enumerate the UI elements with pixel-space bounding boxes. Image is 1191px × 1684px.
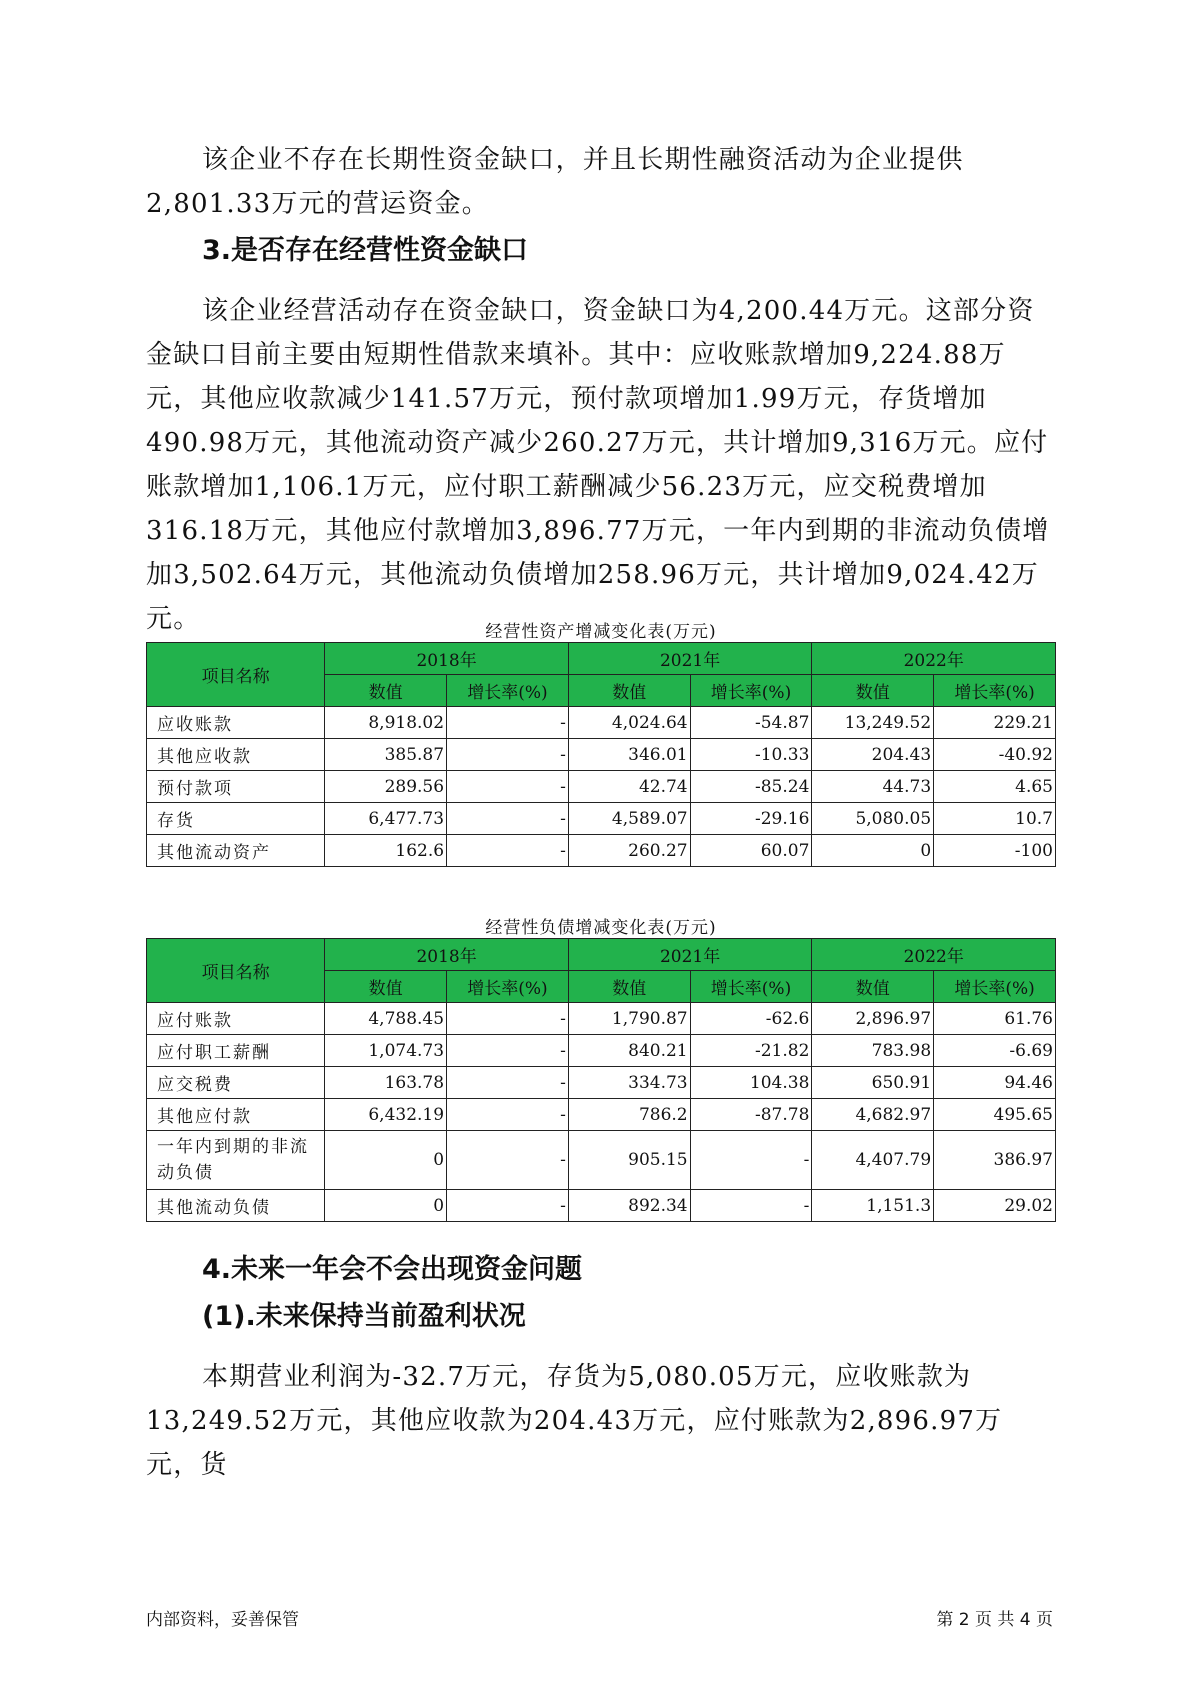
table-row bbox=[147, 1131, 1056, 1190]
table-row bbox=[147, 1099, 1056, 1131]
cell-value: 289.56 bbox=[325, 771, 447, 803]
cell-growth-rate: 495.65 bbox=[934, 1099, 1056, 1131]
cell-value: 0 bbox=[325, 1131, 447, 1190]
cell-value: 334.73 bbox=[568, 1067, 690, 1099]
cell-value: 5,080.05 bbox=[812, 803, 934, 835]
assets-table-caption: 经营性资产增减变化表(万元) bbox=[485, 622, 717, 642]
cell-value: 13,249.52 bbox=[812, 707, 934, 739]
cell-growth-rate: 10.7 bbox=[934, 803, 1056, 835]
cell-value: 44.73 bbox=[812, 771, 934, 803]
header-value: 数值 bbox=[568, 971, 690, 1003]
table-row bbox=[147, 771, 1056, 803]
header-value: 数值 bbox=[325, 675, 447, 707]
paragraph-operating-gap: 该企业经营活动存在资金缺口，资金缺口为4,200.44万元。这部分资金缺口目前主要由短期性借款来填补。其中：应收账款增加9,224.88万元，其他应收款减少141.57万元，预付款项增加1.99万元，存货增加490.98万元，其他流动资产减少260.27万元，共计增加9,316万元。应付账款增加1,106.1万元，应付职工薪酬减少56.23万元，应交税费增加316.18万元，其他应付款增加3,896.77万元，一年内到期的非流动负债增加3,502.64万元，其他流动负债增加258.96万元，共计增加9,024.42万元。 bbox=[146, 296, 1050, 634]
cell-growth-rate: -29.16 bbox=[690, 803, 812, 835]
header-growth: 增长率(%) bbox=[690, 971, 812, 1003]
assets-table bbox=[146, 642, 1056, 867]
table-row bbox=[147, 707, 1056, 739]
cell-growth-rate: -54.87 bbox=[690, 707, 812, 739]
table-row bbox=[147, 1003, 1056, 1035]
cell-growth-rate: - bbox=[447, 1067, 569, 1099]
header-year-2022: 2022年 bbox=[812, 643, 1056, 675]
row-item-name: 应收账款 bbox=[147, 707, 325, 739]
table-row bbox=[147, 739, 1056, 771]
cell-value: 163.78 bbox=[325, 1067, 447, 1099]
cell-value: 840.21 bbox=[568, 1035, 690, 1067]
header-year-2021: 2021年 bbox=[568, 643, 812, 675]
cell-growth-rate: - bbox=[447, 707, 569, 739]
cell-value: 1,151.3 bbox=[812, 1190, 934, 1222]
cell-growth-rate: - bbox=[447, 1003, 569, 1035]
header-growth: 增长率(%) bbox=[934, 675, 1056, 707]
cell-growth-rate: - bbox=[690, 1131, 812, 1190]
cell-growth-rate: 60.07 bbox=[690, 835, 812, 867]
table-row bbox=[147, 1067, 1056, 1099]
header-growth: 增长率(%) bbox=[934, 971, 1056, 1003]
cell-growth-rate: - bbox=[447, 1131, 569, 1190]
cell-value: 905.15 bbox=[568, 1131, 690, 1190]
table-row bbox=[147, 803, 1056, 835]
header-year-2018: 2018年 bbox=[325, 643, 569, 675]
heading-operating-gap: 3.是否存在经营性资金缺口 bbox=[202, 235, 529, 266]
footer-page-number: 第 2 页 共 4 页 bbox=[936, 1610, 1053, 1630]
cell-growth-rate: 4.65 bbox=[934, 771, 1056, 803]
cell-value: 42.74 bbox=[568, 771, 690, 803]
cell-growth-rate: - bbox=[690, 1190, 812, 1222]
header-year-2021: 2021年 bbox=[568, 939, 812, 971]
cell-growth-rate: -62.6 bbox=[690, 1003, 812, 1035]
row-item-name: 存货 bbox=[147, 803, 325, 835]
header-year-2018: 2018年 bbox=[325, 939, 569, 971]
liabilities-table-caption: 经营性负债增减变化表(万元) bbox=[485, 918, 717, 938]
cell-growth-rate: - bbox=[447, 835, 569, 867]
cell-growth-rate: 61.76 bbox=[934, 1003, 1056, 1035]
cell-growth-rate: 229.21 bbox=[934, 707, 1056, 739]
cell-value: 6,432.19 bbox=[325, 1099, 447, 1131]
cell-growth-rate: - bbox=[447, 1099, 569, 1131]
cell-value: 1,790.87 bbox=[568, 1003, 690, 1035]
cell-value: 162.6 bbox=[325, 835, 447, 867]
cell-value: 0 bbox=[812, 835, 934, 867]
cell-growth-rate: -85.24 bbox=[690, 771, 812, 803]
cell-growth-rate: -21.82 bbox=[690, 1035, 812, 1067]
cell-growth-rate: - bbox=[447, 739, 569, 771]
cell-growth-rate: -40.92 bbox=[934, 739, 1056, 771]
row-item-name: 其他应付款 bbox=[147, 1099, 325, 1131]
table-row bbox=[147, 835, 1056, 867]
cell-growth-rate: - bbox=[447, 1190, 569, 1222]
cell-growth-rate: - bbox=[447, 771, 569, 803]
cell-growth-rate: - bbox=[447, 803, 569, 835]
cell-value: 0 bbox=[325, 1190, 447, 1222]
header-growth: 增长率(%) bbox=[447, 971, 569, 1003]
header-value: 数值 bbox=[812, 675, 934, 707]
header-item-name: 项目名称 bbox=[147, 643, 325, 707]
cell-growth-rate: -100 bbox=[934, 835, 1056, 867]
cell-value: 650.91 bbox=[812, 1067, 934, 1099]
row-item-name: 应交税费 bbox=[147, 1067, 325, 1099]
row-item-name: 一年内到期的非流动负债 bbox=[147, 1131, 325, 1190]
cell-value: 892.34 bbox=[568, 1190, 690, 1222]
row-item-name: 应付账款 bbox=[147, 1003, 325, 1035]
table-row bbox=[147, 1035, 1056, 1067]
cell-value: 260.27 bbox=[568, 835, 690, 867]
row-item-name: 其他流动资产 bbox=[147, 835, 325, 867]
cell-growth-rate: -6.69 bbox=[934, 1035, 1056, 1067]
cell-value: 786.2 bbox=[568, 1099, 690, 1131]
cell-value: 783.98 bbox=[812, 1035, 934, 1067]
cell-value: 8,918.02 bbox=[325, 707, 447, 739]
liabilities-table bbox=[146, 938, 1056, 1222]
cell-value: 1,074.73 bbox=[325, 1035, 447, 1067]
cell-value: 4,589.07 bbox=[568, 803, 690, 835]
table-row bbox=[147, 1190, 1056, 1222]
cell-value: 4,788.45 bbox=[325, 1003, 447, 1035]
cell-growth-rate: 29.02 bbox=[934, 1190, 1056, 1222]
cell-value: 385.87 bbox=[325, 739, 447, 771]
cell-growth-rate: -10.33 bbox=[690, 739, 812, 771]
header-growth: 增长率(%) bbox=[690, 675, 812, 707]
paragraph-profit: 本期营业利润为-32.7万元，存货为5,080.05万元，应收账款为13,249.52万元，其他应收款为204.43万元，应付账款为2,896.97万元，货 bbox=[146, 1362, 1003, 1480]
cell-growth-rate: 386.97 bbox=[934, 1131, 1056, 1190]
cell-value: 4,024.64 bbox=[568, 707, 690, 739]
header-value: 数值 bbox=[325, 971, 447, 1003]
heading-next-year: 4.未来一年会不会出现资金问题 bbox=[202, 1254, 583, 1285]
cell-growth-rate: 94.46 bbox=[934, 1067, 1056, 1099]
header-year-2022: 2022年 bbox=[812, 939, 1056, 971]
cell-growth-rate: -87.78 bbox=[690, 1099, 812, 1131]
cell-value: 6,477.73 bbox=[325, 803, 447, 835]
cell-value: 4,407.79 bbox=[812, 1131, 934, 1190]
header-value: 数值 bbox=[812, 971, 934, 1003]
row-item-name: 其他流动负债 bbox=[147, 1190, 325, 1222]
cell-value: 4,682.97 bbox=[812, 1099, 934, 1131]
cell-growth-rate: 104.38 bbox=[690, 1067, 812, 1099]
cell-value: 2,896.97 bbox=[812, 1003, 934, 1035]
cell-growth-rate: - bbox=[447, 1035, 569, 1067]
row-item-name: 预付款项 bbox=[147, 771, 325, 803]
row-item-name: 应付职工薪酬 bbox=[147, 1035, 325, 1067]
heading-keep-profit: (1).未来保持当前盈利状况 bbox=[202, 1301, 526, 1332]
header-item-name: 项目名称 bbox=[147, 939, 325, 1003]
paragraph-financing: 该企业不存在长期性资金缺口，并且长期性融资活动为企业提供2,801.33万元的营运资金。 bbox=[146, 145, 964, 219]
header-value: 数值 bbox=[568, 675, 690, 707]
header-growth: 增长率(%) bbox=[447, 675, 569, 707]
row-item-name: 其他应收款 bbox=[147, 739, 325, 771]
footer-confidential-note: 内部资料，妥善保管 bbox=[146, 1610, 299, 1630]
cell-value: 204.43 bbox=[812, 739, 934, 771]
cell-value: 346.01 bbox=[568, 739, 690, 771]
